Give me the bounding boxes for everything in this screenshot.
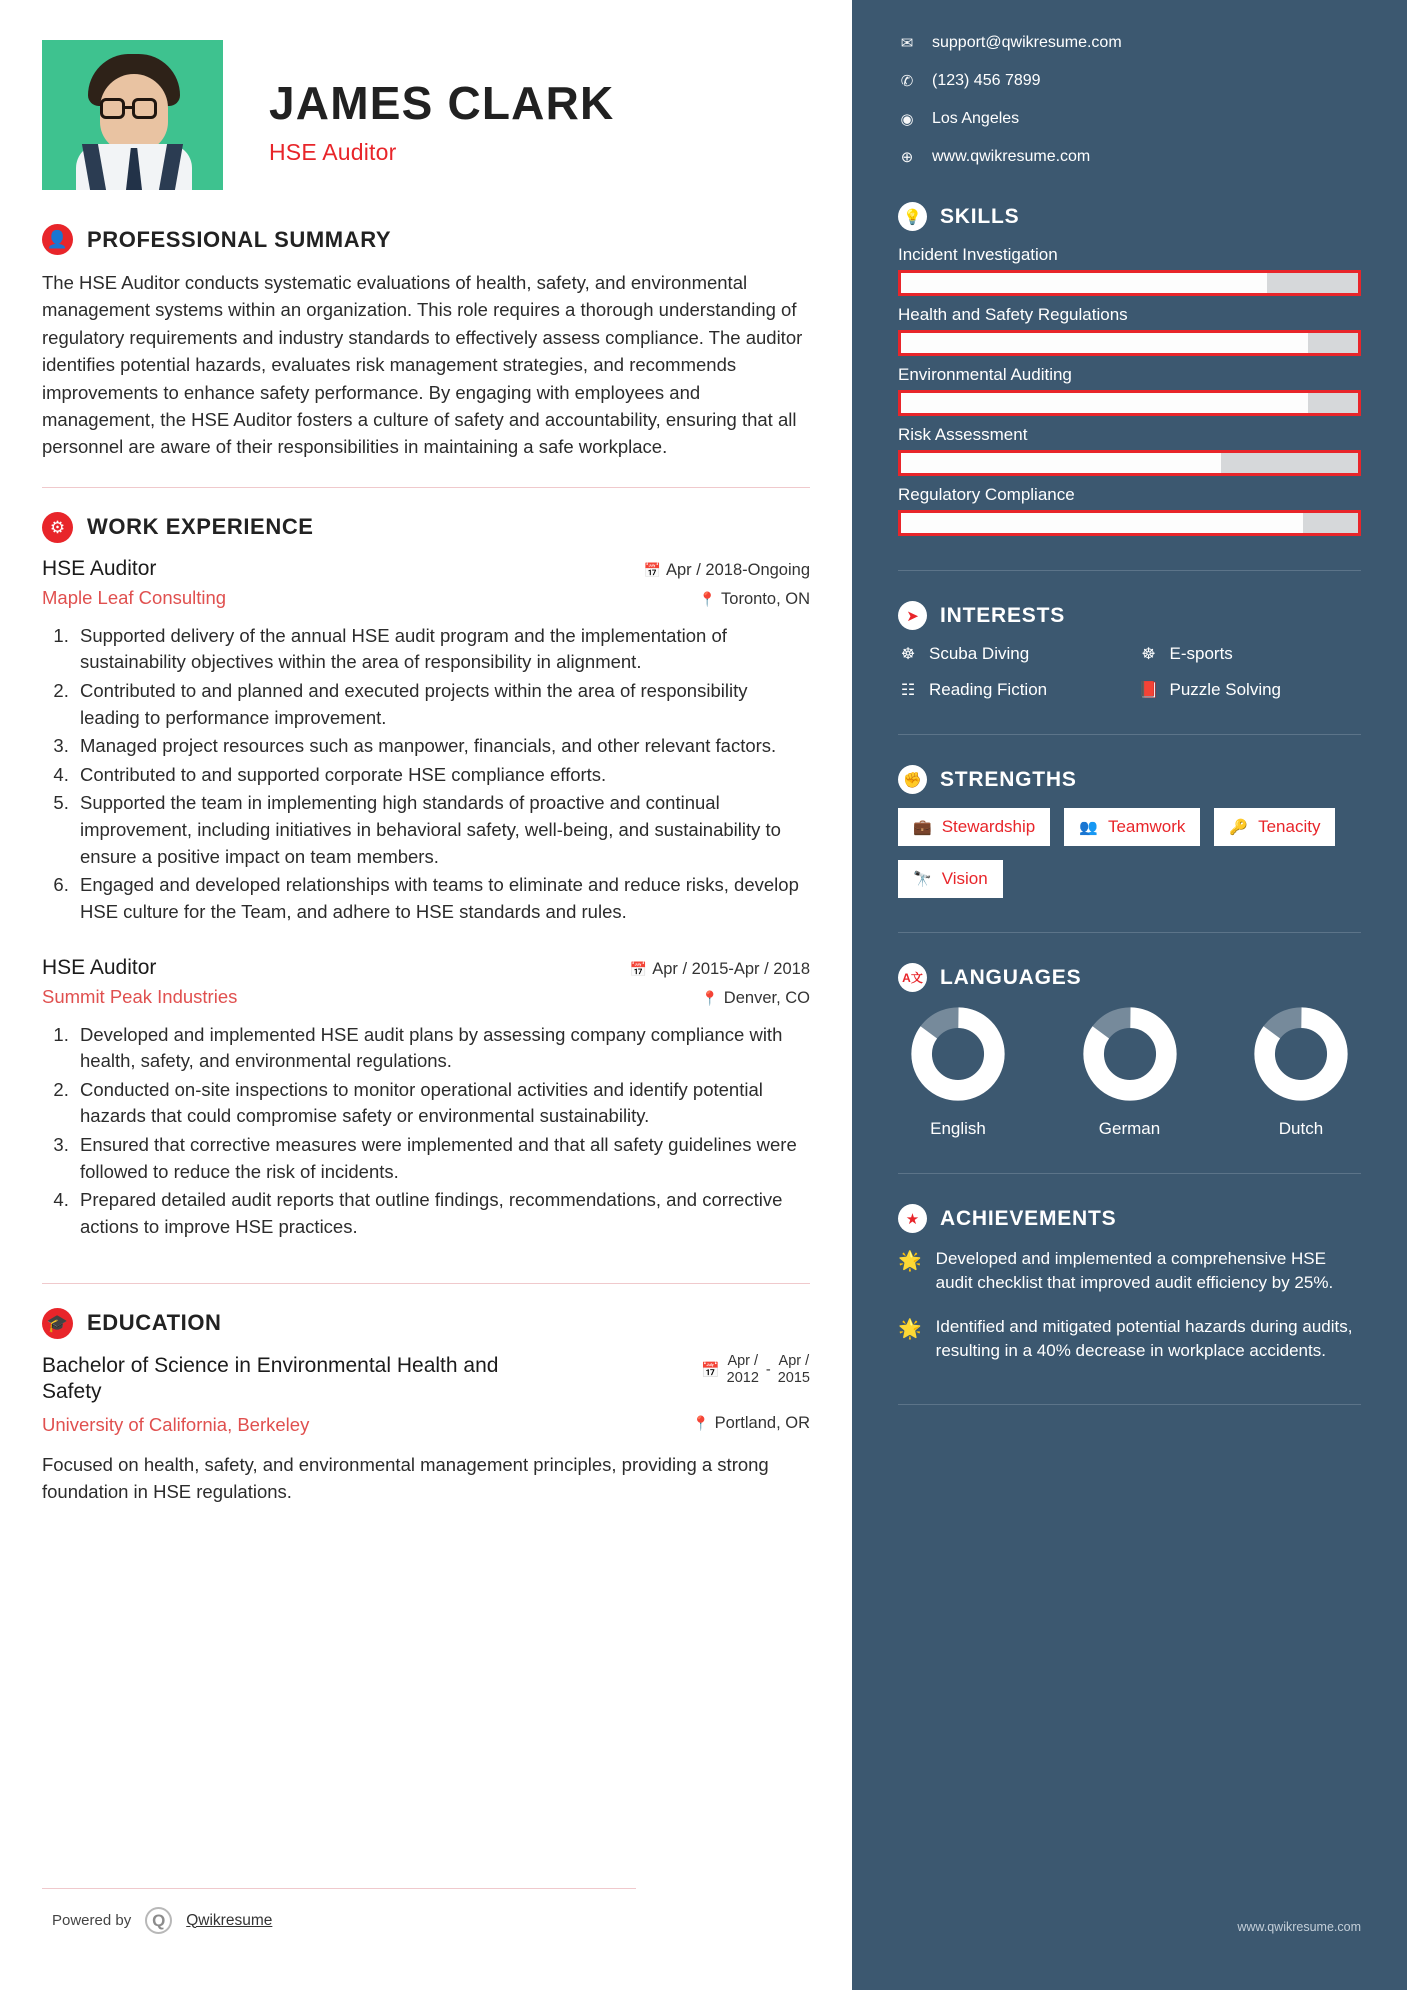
list-item: 2. Conducted on-site inspections to monitor operational activities and identify potential hazards that could compromise safety or environmental sustainability. bbox=[74, 1077, 810, 1130]
qwikresume-logo-icon: Q bbox=[145, 1907, 172, 1934]
education-sub-row bbox=[42, 1414, 810, 1436]
interest-item bbox=[1139, 680, 1362, 700]
interest-label: Reading Fiction bbox=[929, 680, 1048, 699]
location-pin-icon: ◉ bbox=[900, 111, 914, 128]
work-location: 📍 Denver, CO bbox=[701, 988, 810, 1007]
interests-grid bbox=[898, 644, 1361, 700]
divider bbox=[898, 734, 1361, 735]
section-header-achievements bbox=[898, 1204, 1361, 1233]
section-title-languages: LANGUAGES bbox=[940, 965, 1082, 989]
skill-bar-fill bbox=[901, 333, 1308, 353]
section-title-skills: SKILLS bbox=[940, 204, 1020, 228]
strength-chip bbox=[1214, 808, 1335, 846]
life-ring-icon: ☸ bbox=[900, 646, 916, 663]
section-header-work bbox=[42, 512, 810, 543]
skill-bar bbox=[898, 390, 1361, 416]
list-item: 5. Supported the team in implementing high standards of proactive and continual improvement, including initiatives in behavioral safety, well-being, and sustainability to ensure a positive impact on team members. bbox=[74, 790, 810, 870]
star-badge-icon: ★ bbox=[898, 1204, 927, 1233]
work-bullet-list bbox=[74, 623, 810, 926]
calendar-icon: 📅 bbox=[629, 960, 648, 977]
work-entry-top-row bbox=[42, 557, 810, 581]
avatar bbox=[42, 40, 223, 190]
skill-label: Incident Investigation bbox=[898, 245, 1058, 264]
education-start-year: 2012 bbox=[726, 1369, 759, 1386]
interest-item bbox=[1139, 644, 1362, 664]
skill-label: Environmental Auditing bbox=[898, 365, 1072, 384]
skill-row bbox=[898, 365, 1361, 416]
shooting-star-icon: 🌟 bbox=[898, 1319, 922, 1341]
map-pin-icon: 📍 bbox=[692, 1415, 710, 1432]
divider bbox=[898, 1404, 1361, 1405]
achievement-text: Identified and mitigated potential hazards during audits, resulting in a 40% decrease in workplace accidents. bbox=[935, 1317, 1353, 1361]
fist-icon: ✊ bbox=[898, 765, 927, 794]
language-item bbox=[910, 1006, 1006, 1139]
work-entry bbox=[42, 557, 810, 926]
interest-label: E-sports bbox=[1169, 644, 1233, 663]
list-item: 1. Developed and implemented HSE audit plans by assessing company compliance with health, safety, and environmental regulations. bbox=[74, 1022, 810, 1075]
language-label: English bbox=[930, 1119, 986, 1138]
work-organization: Summit Peak Industries bbox=[42, 985, 238, 1007]
language-item bbox=[1253, 1006, 1349, 1139]
language-donut-chart bbox=[1082, 1006, 1178, 1102]
graduation-circle-icon: 🎓 bbox=[42, 1308, 73, 1339]
achievement-text: Developed and implemented a comprehensive HSE audit checklist that improved audit efficiency by 25%. bbox=[935, 1249, 1334, 1293]
strength-chip bbox=[898, 808, 1050, 846]
briefcase-icon: 💼 bbox=[913, 819, 932, 836]
contact-list bbox=[898, 34, 1361, 166]
work-location: 📍 Toronto, ON bbox=[698, 589, 810, 608]
education-description: Focused on health, safety, and environmental management principles, providing a strong foundation in HSE regulations. bbox=[42, 1454, 769, 1503]
strength-label: Vision bbox=[941, 869, 988, 888]
languages-grid bbox=[898, 1006, 1361, 1139]
list-item: 4. Contributed to and supported corporate HSE compliance efforts. bbox=[74, 762, 810, 789]
section-title-summary: PROFESSIONAL SUMMARY bbox=[87, 226, 392, 252]
section-header-skills bbox=[898, 202, 1361, 231]
section-header-languages bbox=[898, 963, 1361, 992]
users-icon: 👥 bbox=[1079, 819, 1098, 836]
strength-label: Teamwork bbox=[1107, 817, 1186, 836]
section-title-work: WORK EXPERIENCE bbox=[87, 514, 314, 540]
skill-bar bbox=[898, 330, 1361, 356]
work-entry-sub-row bbox=[42, 986, 810, 1008]
language-donut-chart bbox=[910, 1006, 1006, 1102]
user-circle-icon: 👤 bbox=[42, 224, 73, 255]
footer bbox=[42, 1888, 636, 1934]
skill-row bbox=[898, 245, 1361, 296]
list-item: 3. Managed project resources such as manpower, financials, and other relevant factors. bbox=[74, 733, 810, 760]
skill-bar-fill bbox=[901, 273, 1267, 293]
achievement-item bbox=[898, 1315, 1361, 1363]
skill-row bbox=[898, 425, 1361, 476]
contact-phone[interactable] bbox=[898, 72, 1361, 90]
education-location: 📍 Portland, OR bbox=[692, 1414, 810, 1433]
name-block bbox=[223, 40, 614, 166]
sidebar-footer-url: www.qwikresume.com bbox=[1237, 1920, 1361, 1934]
interest-item bbox=[898, 680, 1121, 700]
lightbulb-icon: 💡 bbox=[898, 202, 927, 231]
shooting-star-icon: 🌟 bbox=[898, 1251, 922, 1272]
divider bbox=[898, 1173, 1361, 1174]
education-end-month: Apr / bbox=[778, 1352, 810, 1369]
education-end-year: 2015 bbox=[777, 1369, 810, 1386]
date-separator: - bbox=[765, 1361, 771, 1378]
education-top-row bbox=[42, 1353, 810, 1407]
contact-website-value: www.qwikresume.com bbox=[932, 148, 1091, 165]
skill-bar-fill bbox=[901, 513, 1303, 533]
interest-label: Puzzle Solving bbox=[1169, 680, 1282, 699]
education-institution: University of California, Berkeley bbox=[42, 1414, 310, 1436]
skill-row bbox=[898, 485, 1361, 536]
work-organization: Maple Leaf Consulting bbox=[42, 586, 227, 608]
strength-label: Tenacity bbox=[1258, 817, 1321, 836]
life-ring-icon: ☸ bbox=[1141, 646, 1156, 663]
skill-bar bbox=[898, 510, 1361, 536]
work-position: HSE Auditor bbox=[42, 955, 157, 979]
powered-by-label: Powered by bbox=[52, 1912, 132, 1929]
contact-location bbox=[898, 110, 1361, 128]
profile-job-title: HSE Auditor bbox=[269, 139, 397, 165]
list-item: 2. Contributed to and planned and executed projects within the area of responsibility leading to performance improvement. bbox=[74, 678, 810, 731]
list-item: 6. Engaged and developed relationships with teams to eliminate and reduce risks, develop HSE culture for the Team, and adhere to HSE standards and rules. bbox=[74, 872, 810, 925]
strengths-grid bbox=[898, 808, 1361, 898]
skill-label: Regulatory Compliance bbox=[898, 485, 1075, 504]
work-bullet-list bbox=[74, 1022, 810, 1241]
strength-label: Stewardship bbox=[941, 817, 1036, 836]
calendar-icon: 📅 bbox=[643, 561, 661, 578]
map-pin-icon: 📍 bbox=[698, 590, 717, 607]
list-item: 1. Supported delivery of the annual HSE audit program and the implementation of sustainability objectives within the area of responsibility in alignment. bbox=[74, 623, 810, 676]
binoculars-icon: 🔭 bbox=[913, 871, 932, 888]
divider bbox=[898, 932, 1361, 933]
contact-phone-value: (123) 456 7899 bbox=[932, 72, 1041, 89]
page-title: JAMES CLARK bbox=[269, 77, 615, 129]
skill-bar bbox=[898, 270, 1361, 296]
phone-icon: ✆ bbox=[900, 73, 914, 90]
education-start-month: Apr / bbox=[727, 1352, 759, 1369]
translate-icon: A文 bbox=[898, 963, 927, 992]
calendar-icon: 📅 bbox=[700, 1361, 720, 1379]
skill-bar-fill bbox=[901, 393, 1308, 413]
divider bbox=[42, 1283, 810, 1284]
strength-chip bbox=[1064, 808, 1200, 846]
education-dates bbox=[701, 1353, 810, 1387]
interest-label: Scuba Diving bbox=[929, 644, 1030, 663]
skill-row bbox=[898, 305, 1361, 356]
qwikresume-link[interactable]: Qwikresume bbox=[186, 1911, 273, 1929]
skill-bar-fill bbox=[901, 453, 1221, 473]
list-item: 3. Ensured that corrective measures were implemented and that all safety guidelines were followed to reduce the risk of incidents. bbox=[74, 1132, 810, 1185]
divider bbox=[42, 1888, 636, 1889]
strength-chip bbox=[898, 860, 1003, 898]
briefcase-circle-icon: ⚙ bbox=[42, 512, 73, 543]
contact-website[interactable] bbox=[898, 148, 1361, 166]
language-donut-chart bbox=[1253, 1006, 1349, 1102]
section-header-strengths bbox=[898, 765, 1361, 794]
book-icon: 📕 bbox=[1138, 682, 1159, 699]
contact-email[interactable] bbox=[898, 34, 1361, 52]
skill-label: Risk Assessment bbox=[898, 425, 1028, 444]
section-header-summary bbox=[42, 224, 810, 255]
language-label: Dutch bbox=[1278, 1119, 1324, 1138]
achievement-item bbox=[898, 1247, 1361, 1295]
map-pin-icon: 📍 bbox=[701, 989, 719, 1006]
resume-header bbox=[42, 40, 810, 190]
education-degree: Bachelor of Science in Environmental Health and Safety bbox=[42, 1353, 499, 1404]
envelope-icon: ✉ bbox=[900, 35, 914, 52]
summary-text: The HSE Auditor conducts systematic evaluations of health, safety, and environmental management systems within an organization. This role requires a thorough understanding of regulatory requirements and industry standards to effectively assess compliance. The auditor identifies potential hazards, evaluates risk management strategies, and recommends improvements to enhance safety performance. By engaging with employees and management, the HSE Auditor fosters a culture of safety and accountability, ensuring that all personnel are aware of their responsibilities in maintaining a safe workplace. bbox=[42, 272, 803, 458]
section-header-interests bbox=[898, 601, 1361, 630]
globe-icon: ⊕ bbox=[900, 149, 914, 166]
contact-location-value: Los Angeles bbox=[932, 110, 1020, 127]
interest-item bbox=[898, 644, 1121, 664]
section-title-interests: INTERESTS bbox=[940, 603, 1066, 627]
divider bbox=[42, 487, 810, 488]
work-position: HSE Auditor bbox=[42, 556, 157, 580]
work-dates: 📅 Apr / 2018-Ongoing bbox=[643, 560, 810, 579]
contact-email-value: support@qwikresume.com bbox=[932, 34, 1122, 51]
key-icon: 🔑 bbox=[1229, 819, 1249, 836]
skill-bar bbox=[898, 450, 1361, 476]
divider bbox=[898, 570, 1361, 571]
work-dates: 📅 Apr / 2015-Apr / 2018 bbox=[629, 959, 810, 978]
section-header-education bbox=[42, 1308, 810, 1339]
list-item: 4. Prepared detailed audit reports that outline findings, recommendations, and corrective actions to improve HSE practices. bbox=[74, 1187, 810, 1240]
section-title-achievements: ACHIEVEMENTS bbox=[940, 1206, 1117, 1230]
skill-label: Health and Safety Regulations bbox=[898, 305, 1128, 324]
section-title-education: EDUCATION bbox=[87, 1310, 222, 1335]
work-entry-sub-row bbox=[42, 587, 810, 609]
gamepad-icon: ☷ bbox=[900, 682, 916, 699]
work-entry-top-row bbox=[42, 956, 810, 980]
language-item bbox=[1082, 1006, 1178, 1139]
section-title-strengths: STRENGTHS bbox=[940, 767, 1077, 791]
language-label: German bbox=[1098, 1119, 1161, 1138]
sidebar bbox=[852, 0, 1407, 1990]
work-entry bbox=[42, 956, 810, 1241]
paper-plane-icon: ➤ bbox=[898, 601, 927, 630]
